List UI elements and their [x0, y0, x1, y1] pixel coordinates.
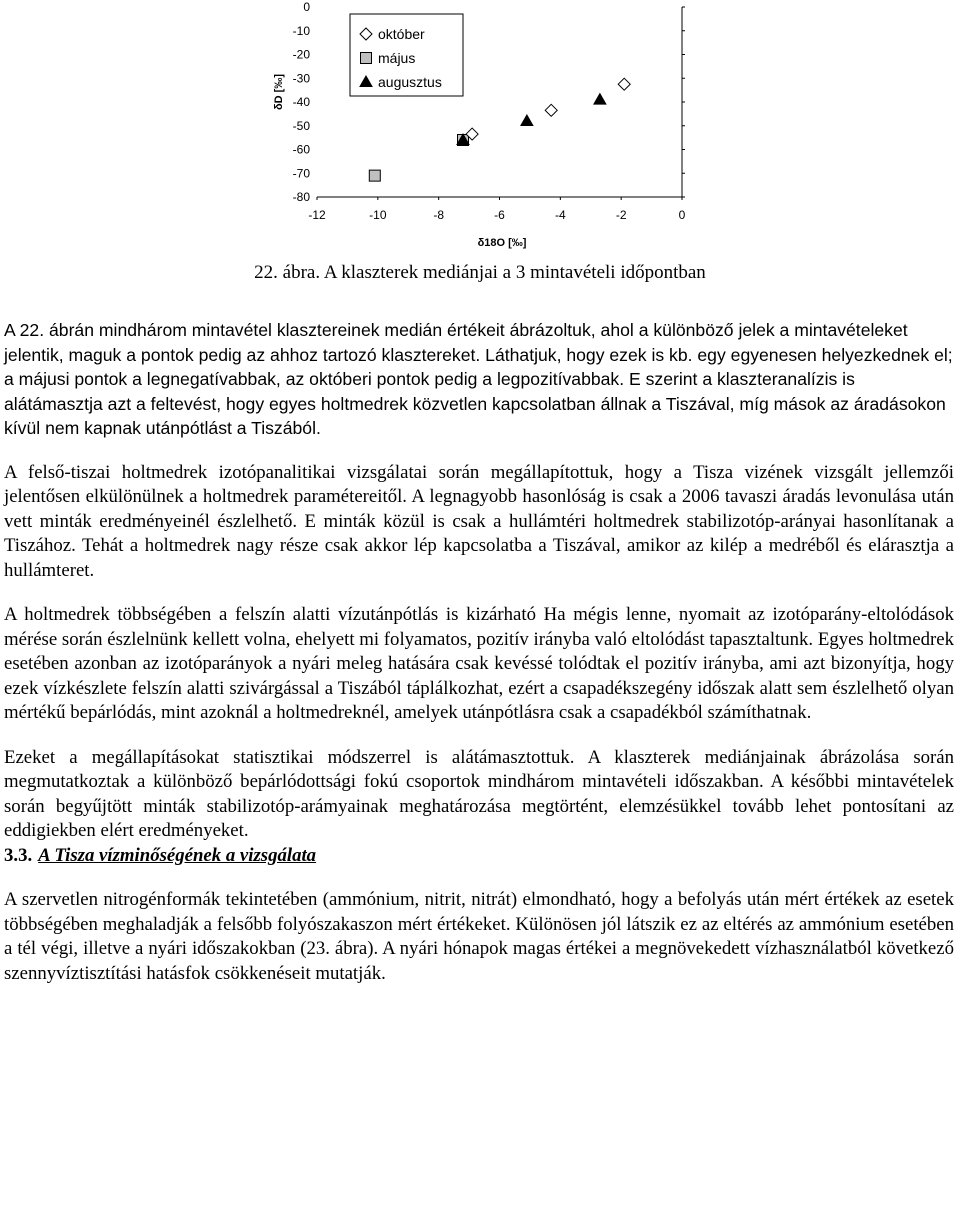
- data-point-diamond: [545, 104, 557, 116]
- paragraph: A holtmedrek többségében a felszín alatti vízutánpótlás is kizárható Ha mégis lenne, nyomait az izotóparány-eltolódások mérése során észlelnünk kellett volna, ehelyett mi folyamatos, pozitív irányba való eltolódást tapasztaltunk. Egyes holtmedrek esetében azonban az izotóparányok a nyári meleg hatására csak kevéssé tolódtak el pozitív irányba, ami azt bizonyítja, hogy ezek vízkészlete felszín alatti szivárgással a Tiszából táplálkozhat, ezért a csapadékszegény időszak alatt sem észlelhető olyan mértékű bepárlódás, mint azoknál a holtmedreknél, amelyek utánpótlásra csak a csapadékból számíthatnak.: [4, 604, 954, 723]
- legend-label: október: [378, 26, 425, 42]
- x-tick-label: -4: [554, 208, 566, 222]
- x-axis-title: δ18O [‰]: [477, 237, 527, 249]
- section-title: A Tisza vízminőségének a vizsgálata: [38, 844, 317, 866]
- y-tick-label: -10: [292, 23, 310, 38]
- data-point-square: [369, 170, 380, 181]
- y-axis-title: δD [‰]: [273, 74, 285, 110]
- x-tick-label: 0: [678, 208, 686, 222]
- chart-canvas: [262, 0, 712, 256]
- y-tick-label: -80: [292, 190, 310, 204]
- paragraph: A 22. ábrán mindhárom mintavétel klasztereinek medián értékeit ábrázoltuk, ahol a különböző jelek a mintavételeket jelentik, maguk a pontok pedig az ahhoz tartozó klasztereket. Láthatjuk, hogy ezek is kb. egy egyenesen helyezkednek el; a májusi pontok a legnegatívabbak, az októberi pontok pedig a legpozitívabbak. E szerint a klaszteranalízis is alátámasztja azt a feltevést, hogy egyes holtmedrek közvetlen kapcsolatban állnak a Tiszával, míg mások az áradásokon kívül nem kapnak utánpótlást a Tiszából.: [4, 320, 953, 438]
- y-tick-label: -30: [292, 71, 310, 86]
- y-tick-label: -20: [292, 47, 310, 62]
- y-tick-label: -50: [292, 118, 310, 133]
- legend-marker-square: [361, 53, 372, 64]
- y-tick-label: -70: [292, 166, 310, 181]
- paragraph: Ezeket a megállapításokat statisztikai módszerrel is alátámasztottuk. A klaszterek mediánjainak ábrázolása során megmutatkoztak a különböző bepárlódottsági fokú csoportok mindhárom mintavételi időszakban. A későbbi mintavételek során begyűjtött minták stabilizotóp-arámyainak meghatározása megtörtént, elemzésükkel tovább lehet pontosítani az eddigiekben elért eredményeket.: [4, 746, 954, 841]
- x-tick-label: -6: [494, 208, 505, 222]
- data-point-triangle: [594, 94, 606, 105]
- data-point-triangle: [521, 115, 533, 126]
- data-point-diamond: [618, 78, 630, 90]
- x-tick-label: -8: [433, 208, 445, 222]
- y-tick-label: -40: [292, 95, 310, 109]
- body-text: [4, 318, 954, 986]
- figure-caption: 22. ábra. A klaszterek mediánjai a 3 mintavételi időpontban: [254, 262, 706, 283]
- section-number: 3.3.: [4, 844, 33, 866]
- x-tick-label: -10: [369, 208, 387, 222]
- section-heading: [4, 844, 954, 869]
- x-tick-label: -12: [308, 208, 326, 222]
- legend-label: augusztus: [378, 74, 442, 90]
- paragraph: A szervetlen nitrogénformák tekintetében (ammónium, nitrit, nitrát) elmondható, hogy a befolyás után mért értékek az esetek többségében meghaladják a felsőbb folyószakaszon mért értékeket. Különösen jól látszik ez az eltérés az ammónium esetében a tél végi, illetve a nyári időszakokban (23. ábra). A nyári hónapok magas értékei a megnövekedett vízhasználatból következő szennyvíztisztítási hatásfok csökkenéseit mutatják.: [4, 889, 954, 984]
- paragraph: A felső-tiszai holtmedrek izotópanalitikai vizsgálatai során megállapítottuk, hogy a Tisza vizének vizsgált jellemzői jelentősen elkülönülnek a holtmedrek paramétereitől. A legnagyobb hasonlóság is csak a 2006 tavaszi áradás levonulása után vett minták eredményeinél észlelhető. E minták közül is csak a hullámtéri holtmedrek stabilizotóp-arányai hasonlítanak a Tiszához. Tehát a holtmedrek nagy része csak akkor lép kapcsolatba a Tiszával, amikor az kilép a medréből és elárasztja a hullámteret.: [4, 461, 954, 581]
- scatter-chart: [262, 0, 712, 256]
- x-tick-label: -2: [615, 208, 627, 222]
- legend-label: május: [378, 50, 416, 66]
- y-tick-label: 0: [303, 0, 310, 14]
- y-tick-label: -60: [292, 142, 310, 157]
